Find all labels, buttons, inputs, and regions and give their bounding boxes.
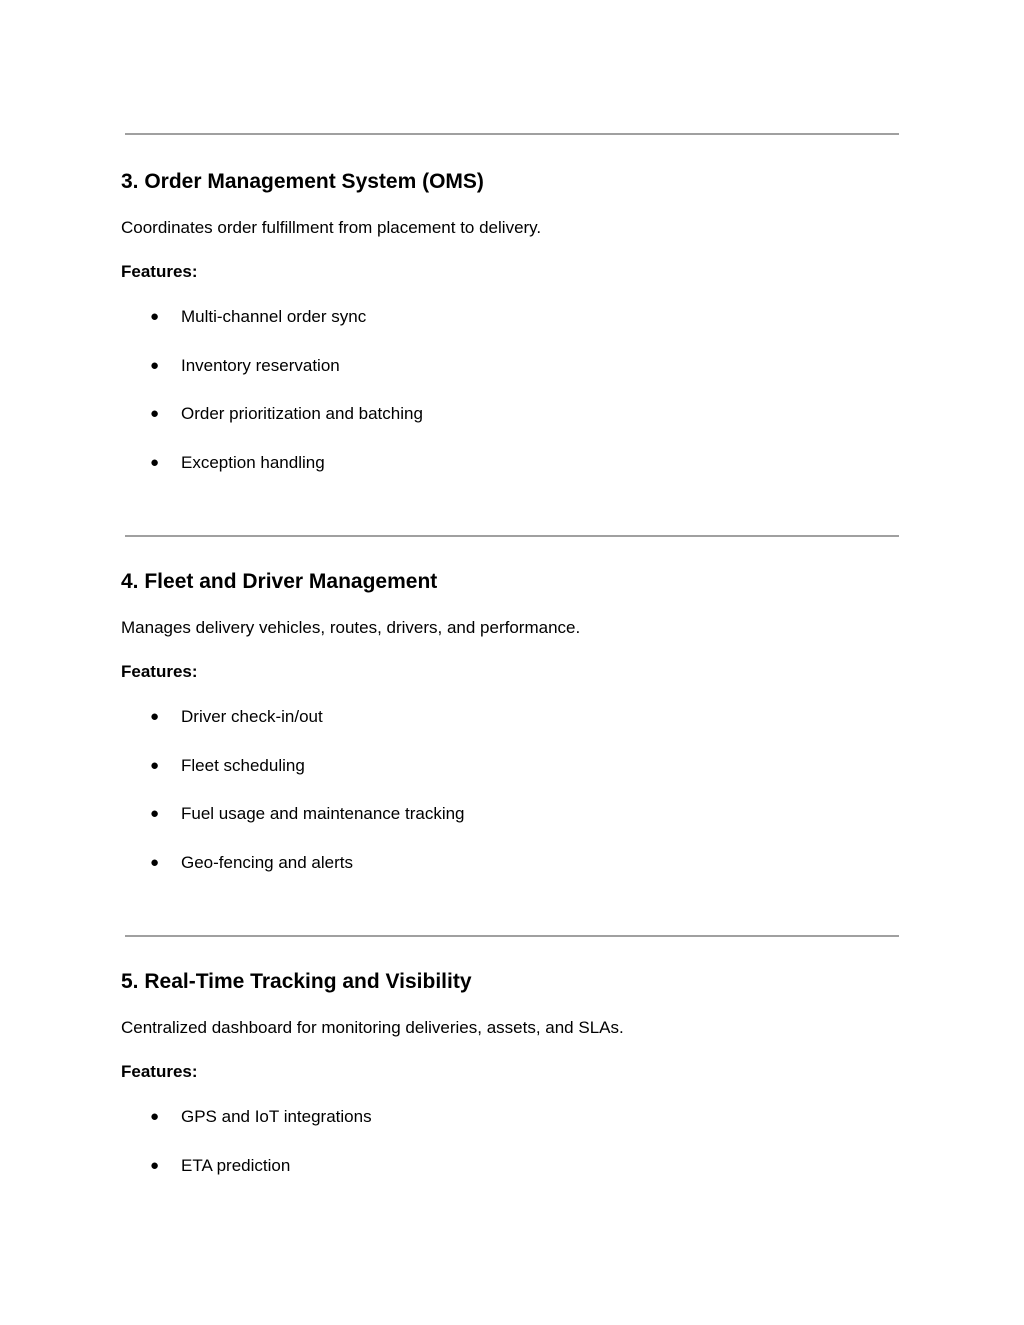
bullet-icon: ● [150, 1156, 160, 1174]
feature-text: ETA prediction [181, 1155, 291, 1175]
feature-text: Geo-fencing and alerts [181, 853, 353, 873]
bullet-icon: ● [150, 805, 160, 823]
section-description: Manages delivery vehicles, routes, drivers, and performance. [121, 618, 581, 637]
bullet-icon: ● [150, 454, 160, 472]
section-heading: 3. Order Management System (OMS) [121, 170, 484, 193]
feature-text: Fuel usage and maintenance tracking [181, 804, 465, 824]
feature-text: Inventory reservation [181, 355, 340, 375]
feature-text: Multi-channel order sync [181, 307, 367, 326]
bullet-icon: ● [150, 756, 160, 774]
section-divider [125, 133, 899, 135]
bullet-icon: ● [150, 1108, 160, 1125]
section-heading: 4. Fleet and Driver Management [121, 570, 438, 593]
feature-text: Order prioritization and batching [181, 404, 423, 424]
features-label: Features: [121, 1062, 198, 1081]
section-description: Coordinates order fulfillment from placement to delivery. [121, 218, 542, 237]
feature-text: GPS and IoT integrations [181, 1107, 372, 1126]
section-divider [125, 935, 899, 937]
bullet-icon: ● [150, 356, 160, 374]
feature-text: Driver check-in/out [181, 707, 323, 726]
features-label: Features: [121, 662, 198, 681]
section-divider [125, 535, 899, 537]
bullet-icon: ● [150, 708, 160, 725]
bullet-icon: ● [150, 854, 160, 872]
section-heading: 5. Real-Time Tracking and Visibility [121, 970, 472, 993]
section-description: Centralized dashboard for monitoring deliveries, assets, and SLAs. [121, 1018, 624, 1037]
bullet-icon: ● [150, 308, 160, 325]
feature-text: Exception handling [181, 453, 325, 473]
feature-text: Fleet scheduling [181, 755, 305, 775]
features-label: Features: [121, 262, 198, 281]
bullet-icon: ● [150, 405, 160, 423]
